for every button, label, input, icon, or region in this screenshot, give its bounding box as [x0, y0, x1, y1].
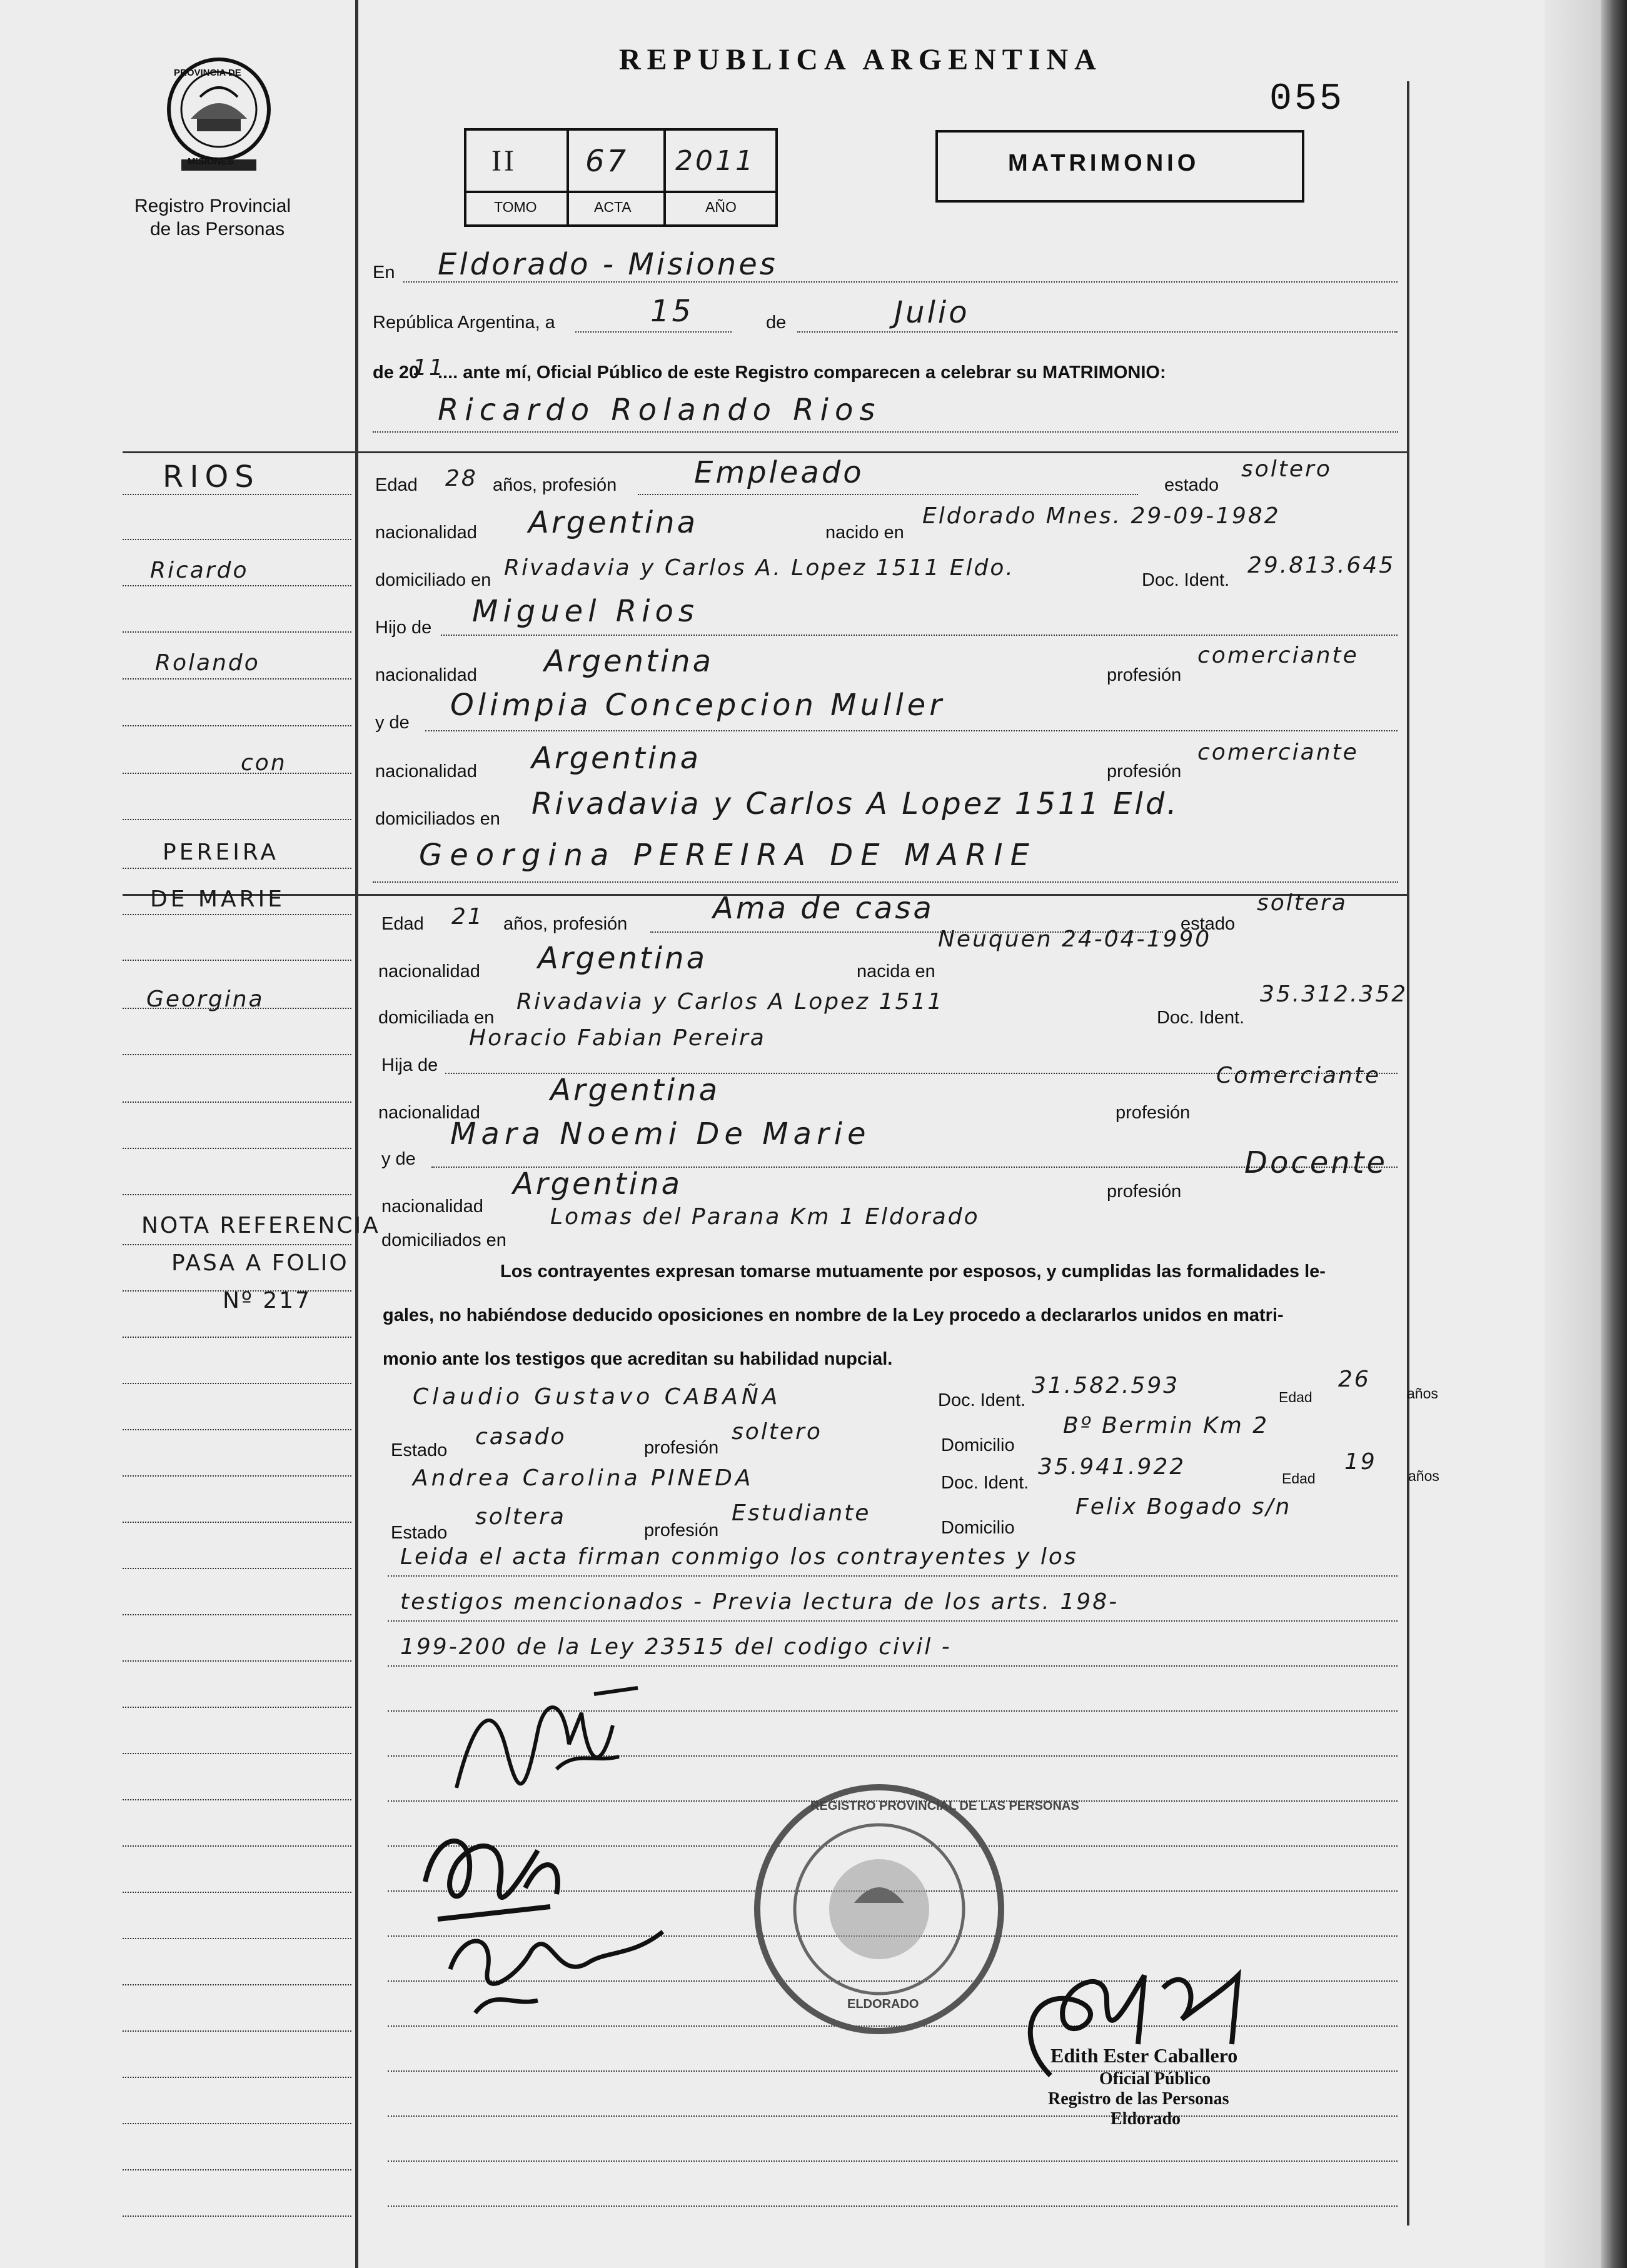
bride-edad-label: Edad — [381, 914, 424, 934]
witness1-prof-label: profesión — [644, 1438, 719, 1458]
bride-nac-label: nacionalidad — [378, 961, 480, 981]
ruled-line — [388, 1665, 1398, 1667]
bride-estado-label: estado — [1181, 914, 1236, 934]
bride-madre-nac: Argentina — [513, 1167, 682, 1202]
margin-ruled-line — [123, 2215, 351, 2217]
margin-ruled-line — [123, 1845, 351, 1847]
bride-padre-nac-label: nacionalidad — [378, 1103, 480, 1123]
ruled-line — [388, 2205, 1398, 2207]
margin-nota3: Nº 217 — [223, 1288, 312, 1313]
margin-ruled-line — [123, 2169, 351, 2170]
groom-nacido: Eldorado Mnes. 29-09-1982 — [922, 503, 1281, 529]
bride-padres-dom: Lomas del Parana Km 1 Eldorado — [550, 1204, 980, 1230]
bride-madre: Mara Noemi De Marie — [450, 1116, 871, 1152]
witness1-name: Claudio Gustavo CABAÑA — [413, 1384, 782, 1410]
ruled-line — [388, 1575, 1398, 1577]
de-label: de — [766, 313, 787, 333]
witness1-edad: 26 — [1338, 1367, 1371, 1392]
margin-nota2: PASA A FOLIO — [171, 1250, 349, 1276]
month-value: Julio — [894, 295, 970, 330]
formal-text-line1: Los contrayentes expresan tomarse mutuamente por esposos, y cumplidas las formalidades le- — [500, 1262, 1326, 1282]
margin-ruled-line — [123, 1383, 351, 1384]
binding-edge — [1601, 0, 1627, 2268]
closing-line2: testigos mencionados - Previa lectura de los arts. 198- — [400, 1589, 1119, 1615]
bride-estado: soltera — [1257, 890, 1347, 916]
bride-witness-signatures — [400, 1813, 700, 2038]
margin-ruled-line — [123, 1660, 351, 1662]
registry-name-line1: Registro Provincial — [134, 196, 291, 216]
margin-groom-name1: Ricardo — [150, 558, 249, 583]
bride-yde-label: y de — [381, 1149, 416, 1169]
witness1-profesion: soltero — [732, 1419, 822, 1445]
anio-value: 2011 — [675, 145, 755, 177]
en-label: En — [373, 263, 395, 283]
groom-padres-dom-label: domiciliados en — [375, 809, 500, 829]
anio-label: AÑO — [705, 199, 737, 215]
witness2-domicilio: Felix Bogado s/n — [1075, 1494, 1292, 1520]
bride-full-name: Georgina PEREIRA DE MARIE — [419, 838, 1037, 873]
bride-padre-prof: Comerciante — [1216, 1063, 1381, 1088]
groom-domicilio: Rivadavia y Carlos A. Lopez 1511 Eldo. — [504, 555, 1015, 581]
bride-padre-prof-label: profesión — [1116, 1103, 1191, 1123]
groom-yde-label: y de — [375, 713, 410, 733]
groom-full-name: Ricardo Rolando Rios — [438, 393, 882, 428]
bride-domicilio: Rivadavia y Carlos A Lopez 1511 — [516, 989, 944, 1015]
groom-hijo-label: Hijo de — [375, 618, 432, 638]
groom-padres-dom: Rivadavia y Carlos A Lopez 1511 Eld. — [531, 786, 1179, 821]
margin-groom-surname: RIOS — [163, 459, 260, 494]
bride-padres-dom-label: domiciliados en — [381, 1230, 506, 1250]
groom-edad: 28 — [445, 466, 478, 491]
margin-ruled-line — [123, 1938, 351, 1939]
place-value: Eldorado - Misiones — [438, 247, 778, 282]
ruled-line — [388, 1620, 1398, 1622]
tomo-label: TOMO — [494, 199, 537, 215]
formal-text-line3: monio ante los testigos que acreditan su habilidad nupcial. — [383, 1349, 893, 1369]
groom-profesion: Empleado — [694, 455, 864, 490]
bride-madre-prof-label: profesión — [1107, 1182, 1182, 1202]
ruled-line — [388, 2160, 1398, 2162]
officer-signature — [1000, 1950, 1326, 2088]
bride-madre-nac-label: nacionalidad — [381, 1197, 483, 1217]
groom-anios-label: años, profesión — [493, 475, 617, 495]
margin-ruled-line — [123, 1568, 351, 1569]
witness1-estado: casado — [475, 1424, 567, 1450]
registry-name-line2: de las Personas — [150, 219, 285, 239]
acta-label: ACTA — [594, 199, 632, 215]
bride-profesion: Ama de casa — [713, 891, 934, 926]
margin-ruled-line — [123, 1614, 351, 1615]
bride-edad: 21 — [451, 904, 484, 930]
witness2-prof-label: profesión — [644, 1520, 719, 1540]
margin-ruled-line — [123, 1522, 351, 1523]
groom-signature — [438, 1675, 663, 1807]
officer-name: Edith Ester Caballero — [1050, 2044, 1238, 2067]
bride-doc: 35.312.352 — [1260, 981, 1408, 1007]
witness2-estado-label: Estado — [391, 1523, 448, 1543]
groom-madre: Olimpia Concepcion Muller — [450, 688, 945, 723]
officer-office: Registro de las Personas — [1048, 2089, 1229, 2109]
witness2-dom-label: Domicilio — [941, 1518, 1015, 1538]
witness1-doc: 31.582.593 — [1032, 1373, 1180, 1398]
right-rule — [1407, 81, 1409, 2225]
witness1-anios-label: años — [1407, 1385, 1438, 1402]
groom-doc-label: Doc. Ident. — [1142, 570, 1230, 590]
margin-ruled-line — [123, 2077, 351, 2078]
bride-madre-prof: Docente — [1244, 1145, 1388, 1180]
bride-hija-label: Hija de — [381, 1055, 438, 1075]
margin-ruled-line — [123, 1244, 351, 1245]
closing-line1: Leida el acta firman conmigo los contrayentes y los — [400, 1544, 1078, 1570]
witness2-name: Andrea Carolina PINEDA — [413, 1465, 754, 1491]
groom-edad-label: Edad — [375, 475, 418, 495]
margin-bride-surname2: DE MARIE — [150, 886, 285, 912]
seal-top-text: PROVINCIA DE — [174, 68, 241, 78]
witness2-doc: 35.941.922 — [1038, 1454, 1186, 1480]
groom-padre-nac: Argentina — [544, 644, 713, 679]
margin-ruled-line — [123, 1753, 351, 1754]
tomo-value: II — [491, 144, 516, 178]
groom-padre-nac-label: nacionalidad — [375, 665, 477, 685]
witness2-edad-label: Edad — [1282, 1470, 1316, 1487]
folio-number: 055 — [1269, 78, 1345, 121]
formal-text-line2: gales, no habiéndose deducido oposiciones en nombre de la Ley procedo a declararlos unidos en matri- — [383, 1305, 1284, 1325]
witness1-domicilio: Bº Bermin Km 2 — [1063, 1413, 1269, 1438]
day-value: 15 — [650, 294, 694, 329]
margin-ruled-line — [123, 1892, 351, 1893]
stamp-bottom-text: ELDORADO — [847, 1997, 919, 2011]
page-shadow — [1544, 0, 1601, 2268]
ruled-line — [388, 2115, 1398, 2117]
margin-nota1: NOTA REFERENCIA — [141, 1213, 380, 1238]
margin-bride-name: Georgina — [146, 986, 264, 1012]
bride-anios-label: años, profesión — [503, 914, 628, 934]
bride-nacida-label: nacida en — [857, 961, 935, 981]
witness1-estado-label: Estado — [391, 1440, 448, 1460]
bride-dom-label: domiciliada en — [378, 1008, 495, 1028]
witness1-doc-label: Doc. Ident. — [938, 1390, 1026, 1410]
margin-groom-name2: Rolando — [155, 650, 260, 676]
witness1-edad-label: Edad — [1279, 1389, 1312, 1405]
margin-bride-surname1: PEREIRA — [163, 840, 280, 865]
groom-madre-prof-label: profesión — [1107, 761, 1182, 781]
bride-padre-nac: Argentina — [550, 1073, 720, 1108]
groom-estado-label: estado — [1164, 475, 1219, 495]
margin-ruled-line — [123, 1984, 351, 1985]
witness2-edad: 19 — [1344, 1449, 1377, 1475]
witness2-profesion: Estudiante — [732, 1500, 871, 1526]
groom-doc: 29.813.645 — [1247, 553, 1396, 578]
margin-con: con — [241, 750, 287, 776]
bride-padre: Horacio Fabian Pereira — [469, 1025, 766, 1051]
margin-ruled-line — [123, 1475, 351, 1477]
officer-city: Eldorado — [1111, 2109, 1181, 2129]
witness2-doc-label: Doc. Ident. — [941, 1473, 1029, 1493]
republica-label: República Argentina, a — [373, 313, 555, 333]
groom-padre: Miguel Rios — [472, 594, 699, 629]
seal-bottom-text: MISIONES — [188, 156, 234, 167]
closing-line3: 199-200 de la Ley 23515 del codigo civil - — [400, 1634, 952, 1660]
margin-ruled-line — [123, 1799, 351, 1800]
groom-madre-nac: Argentina — [531, 741, 701, 776]
groom-madre-nac-label: nacionalidad — [375, 761, 477, 781]
groom-nacionalidad: Argentina — [528, 505, 698, 540]
doc-type-title: MATRIMONIO — [1008, 150, 1200, 176]
witness2-estado: soltera — [475, 1504, 566, 1530]
groom-nacido-label: nacido en — [825, 523, 904, 543]
country-header: REPUBLICA ARGENTINA — [619, 43, 1102, 76]
ante-text: .... ante mí, Oficial Público de este Registro comparecen a celebrar su MATRIMONIO: — [438, 363, 1166, 383]
year-prefix: de 20 — [373, 363, 420, 383]
margin-ruled-line — [123, 1337, 351, 1338]
year-suffix: 11 — [413, 355, 445, 381]
bride-nacionalidad: Argentina — [538, 941, 707, 976]
witness1-dom-label: Domicilio — [941, 1435, 1015, 1455]
groom-madre-prof: comerciante — [1197, 740, 1359, 765]
acta-value: 67 — [585, 144, 629, 179]
groom-padre-prof: comerciante — [1197, 643, 1359, 668]
witness2-anios-label: años — [1408, 1468, 1439, 1484]
stamp-ring-text: REGISTRO PROVINCIAL DE LAS PERSONAS — [810, 1799, 1079, 1813]
groom-padre-prof-label: profesión — [1107, 665, 1182, 685]
margin-ruled-line — [123, 1707, 351, 1708]
margin-rule — [355, 0, 358, 2268]
bride-doc-label: Doc. Ident. — [1157, 1008, 1245, 1028]
bride-nacida: Neuquen 24-04-1990 — [938, 926, 1212, 952]
groom-estado: soltero — [1241, 456, 1332, 482]
margin-ruled-line — [123, 1429, 351, 1430]
groom-dom-label: domiciliado en — [375, 570, 491, 590]
officer-title: Oficial Público — [1099, 2069, 1211, 2089]
margin-ruled-line — [123, 2030, 351, 2032]
margin-ruled-line — [123, 1290, 351, 1292]
groom-nac-label: nacionalidad — [375, 523, 477, 543]
margin-ruled-line — [123, 2123, 351, 2124]
